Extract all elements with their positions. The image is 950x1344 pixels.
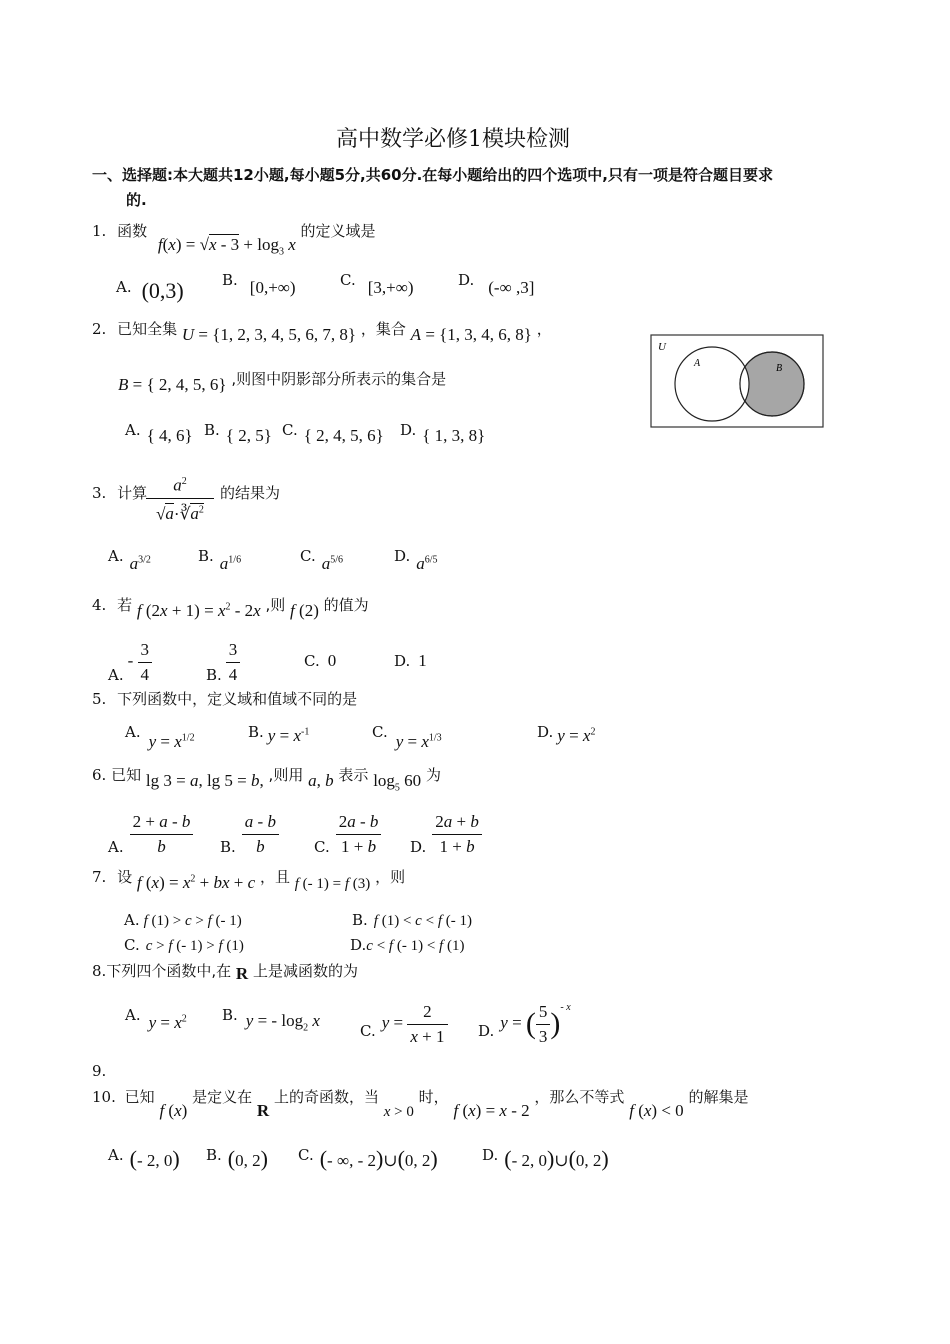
- q6-option-b: B. $\frac{a - b}{b}$: [220, 810, 279, 859]
- q1-stem-pre: 函数: [117, 222, 148, 240]
- q6-ab: a, b: [308, 771, 334, 790]
- q4-stem-pre: 若: [117, 596, 133, 614]
- q10-stem-pre: 已知: [124, 1088, 155, 1106]
- q2-stem-post: ,则图中阴影部分所表示的集合是: [231, 370, 447, 388]
- q5-option-c: C. $y = x^{1/3}$: [372, 723, 442, 751]
- q10-fx: f (x): [159, 1101, 188, 1120]
- q1-stem-post: 的定义域是: [300, 222, 376, 240]
- q8-stem-pre: 下列四个函数中,在: [106, 962, 232, 980]
- q5-number: 5.: [92, 690, 107, 708]
- question-5: [92, 688, 357, 709]
- q2-line2: [118, 368, 447, 394]
- q10-option-b: B. (0, 2): [206, 1146, 268, 1171]
- q6-stem-pre: 已知: [111, 766, 142, 784]
- q5-option-d: D. $y = x^2$: [537, 723, 596, 745]
- question-2: [92, 318, 552, 344]
- q7-condition: f (- 1) = f (3): [294, 876, 371, 892]
- venn-label-a: A: [694, 358, 701, 369]
- q10-stem-post: 的解集是: [688, 1088, 749, 1106]
- q4-option-b: B. $\frac{3}{4}$: [206, 638, 240, 687]
- q7-stem-pre: 设: [117, 868, 133, 886]
- q7-option-a: A. f (1) > c > f (- 1): [124, 911, 242, 929]
- q1-formula: $f(x) = √x - 3 + \log_3 x$: [157, 235, 296, 258]
- q7-option-d: D.c < f (- 1) < f (1): [350, 936, 465, 954]
- q6-stem-post: 为: [425, 766, 441, 784]
- venn-diagram: [650, 334, 824, 428]
- q10-option-a: A. (- 2, 0): [108, 1146, 180, 1171]
- q1-option-a: A. (0,3): [116, 278, 184, 303]
- q4-option-d: D. 1: [394, 651, 427, 670]
- q1-option-c: C. [3,+∞): [340, 271, 414, 297]
- q3-stem-post: 的结果为: [220, 484, 281, 502]
- q6-option-d: D. $\frac{2a + b}{1 + b}$: [410, 810, 482, 859]
- question-6: [92, 764, 441, 794]
- q2-number: 2.: [92, 320, 107, 338]
- q10-inequality: f (x) < 0: [629, 1101, 684, 1120]
- q7-number: 7.: [92, 868, 107, 886]
- q10-condition: x > 0: [383, 1104, 414, 1120]
- page-title: 高中数学必修1模块检测: [336, 127, 570, 152]
- q8-option-b: B. y = - $\log_2 x$: [222, 1006, 320, 1034]
- q4-option-a: A.- $\frac{3}{4}$: [108, 638, 152, 687]
- q7-mid: ，且: [259, 868, 290, 886]
- section-heading-cont: 的.: [126, 191, 147, 209]
- q10-mid2: 上的奇函数，当: [273, 1088, 379, 1106]
- q4-mid: ,则: [265, 596, 286, 614]
- q10-mid3: 时，: [418, 1088, 449, 1106]
- q3-option-c: C. $a^{5/6}$: [300, 547, 343, 573]
- venn-label-b: B: [776, 363, 783, 374]
- q8-option-a: A. $y = x^2$: [125, 1006, 187, 1032]
- q10-definition: f (x) = x - 2: [453, 1101, 530, 1120]
- q1-number: 1.: [92, 222, 107, 240]
- q6-number: 6.: [92, 766, 107, 784]
- question-9: 9.: [92, 1062, 107, 1080]
- q10-option-c: C. (- ∞, - 2)∪(0, 2): [298, 1146, 438, 1171]
- q4-formula: f $(2x + 1) = x^2 - 2x$: [136, 601, 261, 620]
- q6-option-c: C. $\frac{2a - b}{1 + b}$: [314, 810, 381, 859]
- q2-option-d: D. { 1, 3, 8}: [400, 421, 486, 445]
- q5-option-b: B. $y = x^{-1}$: [248, 723, 310, 745]
- q6-mid: ,则用: [268, 766, 304, 784]
- q2-option-c: C. { 2, 4, 5, 6}: [282, 421, 384, 445]
- q3-fraction: $\frac{a^2}{√a\cdot∛a^2}$: [146, 470, 214, 526]
- q7-formula: f $(x) = x^2$ + bx + c: [136, 873, 256, 892]
- q6-option-a: A. $\frac{2 + a - b}{b}$: [108, 810, 193, 859]
- q7-option-c: C. c > f (- 1) > f (1): [124, 936, 244, 954]
- q6-log: $\log_5 60$: [373, 771, 422, 794]
- question-10: [92, 1086, 749, 1120]
- q8-real-set: R: [235, 964, 249, 983]
- q5-option-a: A. $y = x^{1/2}$: [125, 723, 195, 751]
- q2-set-b: B = { 2, 4, 5, 6}: [118, 375, 227, 394]
- q10-mid1: 是定义在: [192, 1088, 253, 1106]
- q2-stem-pre: 已知全集: [117, 320, 178, 338]
- q10-number: 10.: [92, 1088, 116, 1106]
- q8-option-c: C. y = $\frac{2}{x + 1}$: [360, 1000, 448, 1049]
- q4-stem-post: 的值为: [323, 596, 369, 614]
- q3-number: 3.: [92, 484, 107, 502]
- q10-real-set: R: [256, 1101, 270, 1120]
- q5-stem: 下列函数中，定义域和值域不同的是: [117, 690, 358, 708]
- q7-option-b: B. f (1) < c < f (- 1): [352, 911, 472, 929]
- q2-option-b: B. { 2, 5}: [204, 421, 272, 445]
- q8-option-d: D. y = ( $\frac{5}{3}$ )$^{- x}$: [478, 1002, 571, 1046]
- q6-given: lg 3 = a, lg 5 = b,: [145, 771, 264, 790]
- q10-mid4: ，那么不等式: [534, 1088, 625, 1106]
- q2-mid: ，集合: [360, 320, 406, 338]
- question-7: [92, 866, 406, 892]
- q7-stem-post: ，则: [375, 868, 406, 886]
- question-3: [92, 482, 147, 503]
- venn-label-u: U: [658, 341, 666, 353]
- q3-option-d: D. $a^{6/5}$: [394, 547, 438, 573]
- q2-set-u: U = {1, 2, 3, 4, 5, 6, 7, 8}: [181, 325, 357, 344]
- q2-comma: ，: [536, 320, 552, 338]
- section-heading: 一、选择题:本大题共12小题,每小题5分,共60分.在每小题给出的四个选项中,只有一项是符合题目要求: [92, 166, 773, 184]
- q1-option-d: D. (-∞ ,3]: [458, 271, 535, 297]
- q2-set-a: A = {1, 3, 4, 6, 8}: [410, 325, 532, 344]
- q8-number: 8.: [92, 962, 107, 980]
- q4-number: 4.: [92, 596, 107, 614]
- q2-option-a: A. { 4, 6}: [125, 421, 193, 445]
- q8-stem-post: 上是减函数的为: [252, 962, 358, 980]
- q1-option-b: B. [0,+∞): [222, 271, 296, 297]
- q3-stem-pre: 计算: [117, 484, 148, 502]
- q4-option-c: C. 0: [304, 651, 337, 670]
- question-1: [92, 220, 376, 258]
- question-8: [92, 960, 358, 981]
- q6-mid2: 表示: [338, 766, 369, 784]
- question-4: [92, 594, 369, 620]
- q3-option-b: B. $a^{1/6}$: [198, 547, 242, 573]
- q3-option-a: A. $a^{3/2}$: [108, 547, 151, 573]
- q4-f2: f (2): [290, 601, 319, 620]
- q10-option-d: D. (- 2, 0)∪(0, 2): [482, 1146, 609, 1171]
